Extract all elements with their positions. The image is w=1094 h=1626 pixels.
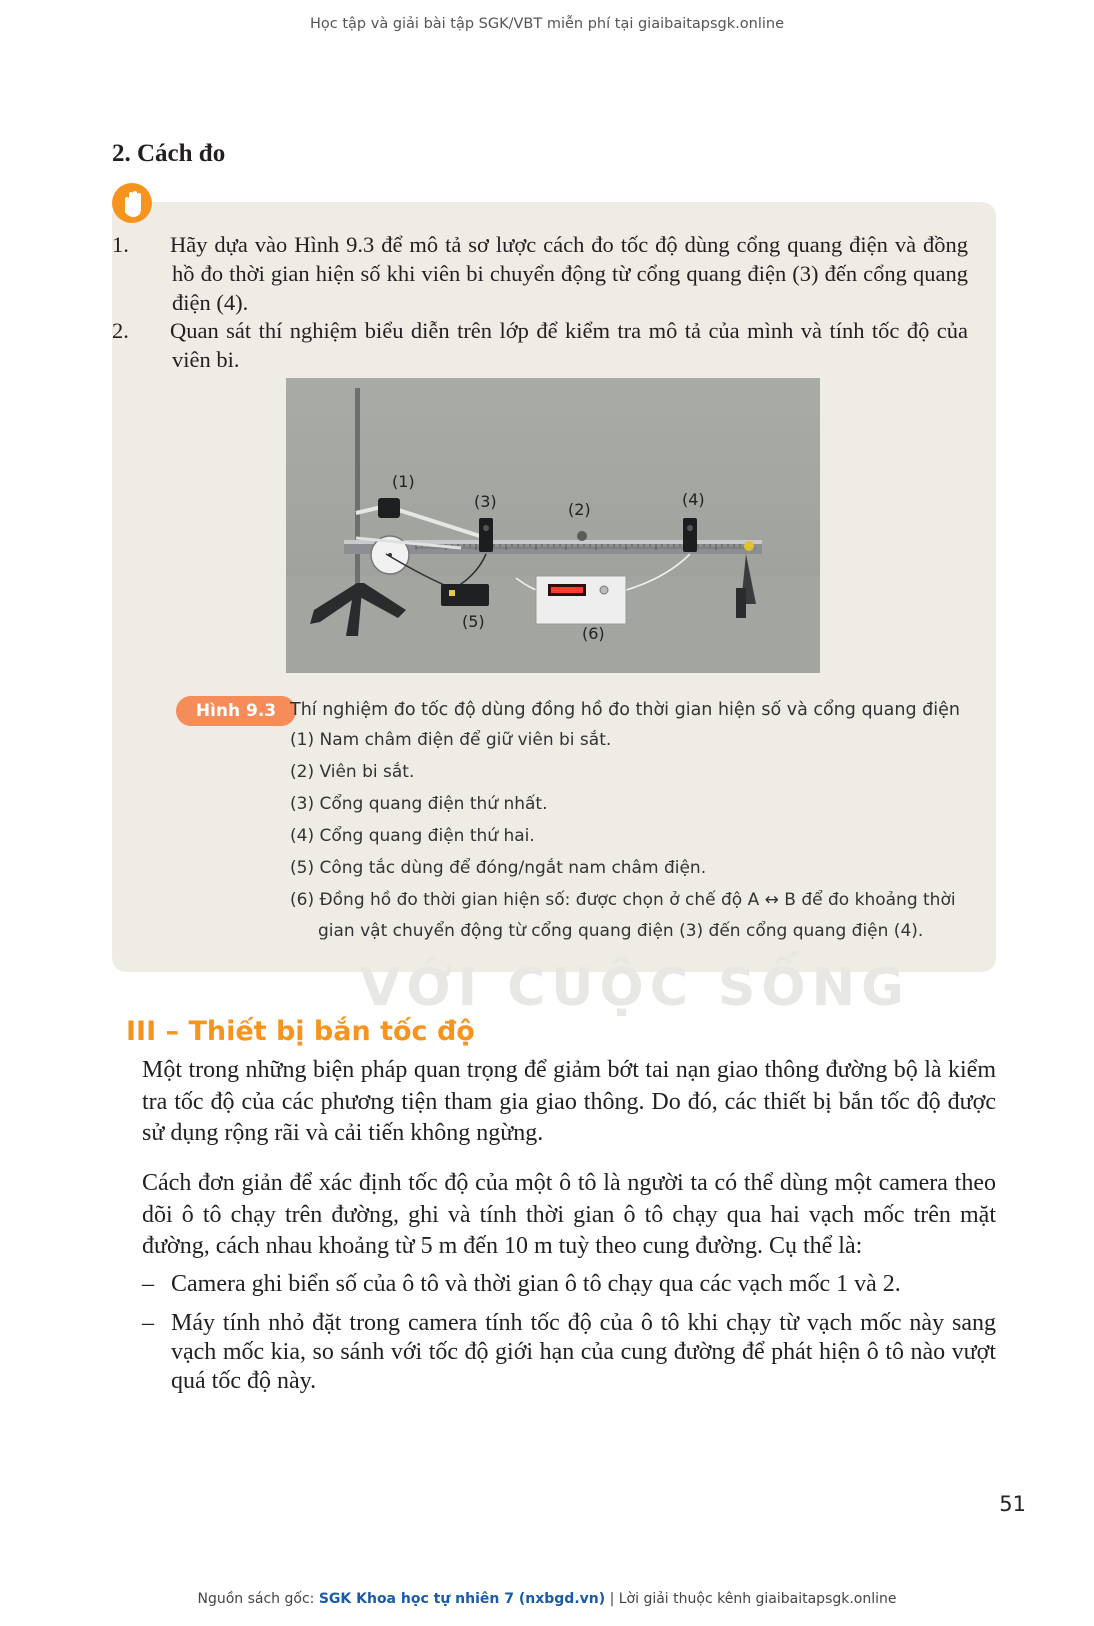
bullet-1-text: Camera ghi biển số của ô tô và thời gian ô tô chạy qua các vạch mốc 1 và 2. — [171, 1271, 901, 1297]
question-2-number: 2. — [112, 318, 129, 343]
figure-badge: Hình 9.3 — [176, 696, 296, 726]
question-2-text: Quan sát thí nghiệm biểu diễn trên lớp để kiểm tra mô tả của mình và tính tốc độ của viên bi. — [170, 318, 968, 372]
bullet-2-text: Máy tính nhỏ đặt trong camera tính tốc độ của ô tô khi chạy từ vạch mốc này sang vạch mốc kia, so sánh với tốc độ giới hạn của cung đường để phát hiện ô tô nào vượt quá tốc độ này. — [171, 1310, 996, 1394]
paragraph-2: Cách đơn giản để xác định tốc độ của một ô tô là người ta có thể dùng một camera theo dõi ô tô chạy trên đường, ghi và tính thời gian ô tô chạy qua hai vạch mốc trên mặt đường, cách nhau khoảng từ 5 m đến 10 m tuỳ theo cung đường. Cụ thể là: — [142, 1170, 996, 1259]
label-6: (6) — [582, 624, 605, 643]
experiment-photo — [286, 378, 820, 673]
label-3: (3) — [474, 492, 497, 511]
footer-suffix: | Lời giải thuộc kênh giaibaitapsgk.online — [609, 1591, 897, 1607]
caption-item-2: (2) Viên bi sắt. — [290, 762, 415, 782]
label-2: (2) — [568, 500, 591, 519]
caption-item-1: (1) Nam châm điện để giữ viên bi sắt. — [290, 730, 612, 750]
section-heading: 2. Cách đo — [112, 140, 226, 167]
footer-note — [0, 1591, 1094, 1607]
caption-item-5: (5) Công tắc dùng để đóng/ngắt nam châm điện. — [290, 858, 707, 878]
bullet-dash: – — [142, 1271, 154, 1297]
label-4: (4) — [682, 490, 705, 509]
hand-icon — [112, 183, 152, 223]
label-5: (5) — [462, 612, 485, 631]
question-1 — [112, 230, 968, 317]
header-note: Học tập và giải bài tập SGK/VBT miễn phí tại giaibaitapsgk.online — [310, 16, 784, 32]
caption-item-6: (6) Đồng hồ đo thời gian hiện số: được chọn ở chế độ A ↔ B để đo khoảng thời — [290, 890, 956, 910]
bullet-dash: – — [142, 1310, 154, 1336]
caption-item-4: (4) Cổng quang điện thứ hai. — [290, 826, 535, 846]
paragraph-1: Một trong những biện pháp quan trọng để giảm bớt tai nạn giao thông đường bộ là kiểm tra tốc độ của các phương tiện tham gia giao thông. Do đó, các thiết bị bắn tốc độ được sử dụng rộng rãi và cải tiến không ngừng. — [142, 1057, 996, 1146]
watermark: VỚI CUỘC SỐNG — [360, 958, 910, 1018]
question-2 — [112, 316, 968, 374]
page-number: 51 — [999, 1492, 1026, 1516]
bullet-2 — [142, 1309, 996, 1396]
footer-prefix: Nguồn sách gốc: — [197, 1591, 315, 1607]
section-3-heading: III – Thiết bị bắn tốc độ — [126, 1016, 475, 1047]
caption-item-6-cont: gian vật chuyển động từ cổng quang điện (3) đến cổng quang điện (4). — [318, 921, 924, 941]
question-1-number: 1. — [112, 232, 129, 257]
caption-item-3: (3) Cổng quang điện thứ nhất. — [290, 794, 548, 814]
footer-source-link[interactable]: SGK Khoa học tự nhiên 7 (nxbgd.vn) — [318, 1591, 606, 1607]
label-1: (1) — [392, 472, 415, 491]
figure-caption: Thí nghiệm đo tốc độ dùng đồng hồ đo thời gian hiện số và cổng quang điện — [290, 700, 960, 720]
question-1-text: Hãy dựa vào Hình 9.3 để mô tả sơ lược cách đo tốc độ dùng cổng quang điện và đồng hồ đo thời gian hiện số khi viên bi chuyển động từ cổng quang điện (3) đến cổng quang điện (4). — [170, 232, 968, 315]
bullet-1 — [142, 1270, 996, 1299]
